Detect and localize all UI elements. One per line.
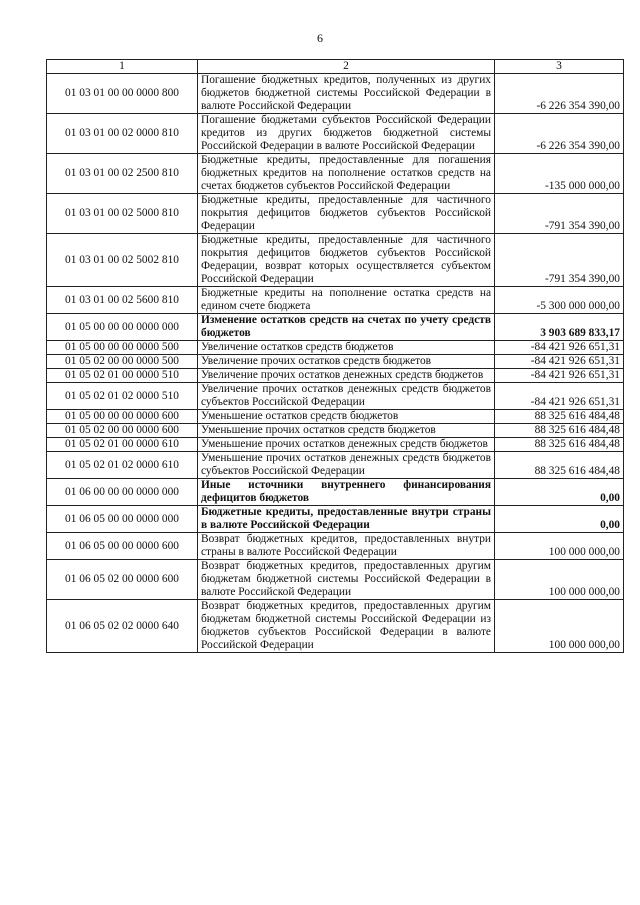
row-description: Увеличение прочих остатков средств бюджетов xyxy=(198,355,495,369)
row-amount: -791 354 390,00 xyxy=(495,234,624,287)
column-header-amount: 3 xyxy=(495,60,624,74)
table-row xyxy=(47,74,624,114)
row-description: Изменение остатков средств на счетах по учету средств бюджетов xyxy=(198,314,495,341)
row-code: 01 05 02 01 02 0000 610 xyxy=(47,452,198,479)
row-code: 01 06 05 02 00 0000 600 xyxy=(47,560,198,600)
table-body xyxy=(47,74,624,653)
row-code: 01 03 01 00 02 2500 810 xyxy=(47,154,198,194)
row-description: Бюджетные кредиты, предоставленные внутри страны в валюте Российской Федерации xyxy=(198,506,495,533)
row-code: 01 03 01 00 02 5002 810 xyxy=(47,234,198,287)
table-row xyxy=(47,438,624,452)
row-description: Возврат бюджетных кредитов, предоставленных другим бюджетам бюджетной системы Российской Федерации из бюджетов субъектов Российской Федерации в валюте Российской Федерации xyxy=(198,600,495,653)
row-code: 01 06 05 02 02 0000 640 xyxy=(47,600,198,653)
row-amount: -84 421 926 651,31 xyxy=(495,369,624,383)
row-description: Уменьшение прочих остатков денежных средств бюджетов xyxy=(198,438,495,452)
row-description: Уменьшение прочих остатков денежных средств бюджетов субъектов Российской Федерации xyxy=(198,452,495,479)
row-description: Возврат бюджетных кредитов, предоставленных внутри страны в валюте Российской Федерации xyxy=(198,533,495,560)
row-amount: 0,00 xyxy=(495,479,624,506)
row-amount: -6 226 354 390,00 xyxy=(495,114,624,154)
table-row xyxy=(47,410,624,424)
table-row xyxy=(47,424,624,438)
row-code: 01 05 00 00 00 0000 000 xyxy=(47,314,198,341)
table-row xyxy=(47,287,624,314)
table-row xyxy=(47,533,624,560)
row-amount: 0,00 xyxy=(495,506,624,533)
table-row xyxy=(47,314,624,341)
table-row xyxy=(47,600,624,653)
row-code: 01 03 01 00 00 0000 800 xyxy=(47,74,198,114)
table-row xyxy=(47,479,624,506)
table-row xyxy=(47,341,624,355)
row-amount: -5 300 000 000,00 xyxy=(495,287,624,314)
row-code: 01 05 02 01 00 0000 610 xyxy=(47,438,198,452)
table-row xyxy=(47,194,624,234)
row-description: Увеличение прочих остатков денежных средств бюджетов субъектов Российской Федерации xyxy=(198,383,495,410)
row-description: Иные источники внутреннего финансирования дефицитов бюджетов xyxy=(198,479,495,506)
row-description: Уменьшение остатков средств бюджетов xyxy=(198,410,495,424)
row-description: Возврат бюджетных кредитов, предоставленных другим бюджетам бюджетной системы Российской Федерации в валюте Российской Федерации xyxy=(198,560,495,600)
row-amount: -791 354 390,00 xyxy=(495,194,624,234)
row-amount: -6 226 354 390,00 xyxy=(495,74,624,114)
row-description: Погашение бюджетных кредитов, полученных из других бюджетов бюджетной системы Российской Федерации в валюте Российской Федерации xyxy=(198,74,495,114)
row-amount: 88 325 616 484,48 xyxy=(495,410,624,424)
row-code: 01 06 05 00 00 0000 000 xyxy=(47,506,198,533)
row-amount: -84 421 926 651,31 xyxy=(495,341,624,355)
row-code: 01 03 01 00 02 0000 810 xyxy=(47,114,198,154)
row-amount: 88 325 616 484,48 xyxy=(495,424,624,438)
row-code: 01 05 02 00 00 0000 500 xyxy=(47,355,198,369)
row-description: Уменьшение прочих остатков средств бюджетов xyxy=(198,424,495,438)
table-row xyxy=(47,355,624,369)
row-amount: 100 000 000,00 xyxy=(495,533,624,560)
row-description: Бюджетные кредиты, предоставленные для частичного покрытия дефицитов бюджетов субъектов Российской Федерации, возврат которых осуществляется субъектом Российской Федерации xyxy=(198,234,495,287)
row-code: 01 05 02 01 00 0000 510 xyxy=(47,369,198,383)
row-amount: -84 421 926 651,31 xyxy=(495,355,624,369)
row-description: Бюджетные кредиты, предоставленные для погашения бюджетных кредитов на пополнение остатков средств на счетах бюджетов субъектов Российской Федерации xyxy=(198,154,495,194)
row-description: Погашение бюджетами субъектов Российской Федерации кредитов из других бюджетов бюджетной системы Российской Федерации в валюте Российской Федерации xyxy=(198,114,495,154)
row-description: Увеличение прочих остатков денежных средств бюджетов xyxy=(198,369,495,383)
row-code: 01 05 00 00 00 0000 500 xyxy=(47,341,198,355)
page-number: 6 xyxy=(317,31,323,45)
row-code: 01 05 00 00 00 0000 600 xyxy=(47,410,198,424)
row-code: 01 05 02 00 00 0000 600 xyxy=(47,424,198,438)
table-row xyxy=(47,369,624,383)
table-row xyxy=(47,452,624,479)
row-code: 01 06 05 00 00 0000 600 xyxy=(47,533,198,560)
row-amount: 88 325 616 484,48 xyxy=(495,452,624,479)
column-header-description: 2 xyxy=(198,60,495,74)
row-code: 01 06 00 00 00 0000 000 xyxy=(47,479,198,506)
table-row xyxy=(47,154,624,194)
row-amount: 3 903 689 833,17 xyxy=(495,314,624,341)
row-code: 01 03 01 00 02 5600 810 xyxy=(47,287,198,314)
row-code: 01 03 01 00 02 5000 810 xyxy=(47,194,198,234)
row-code: 01 05 02 01 02 0000 510 xyxy=(47,383,198,410)
table-header-row xyxy=(47,60,624,74)
row-description: Бюджетные кредиты, предоставленные для частичного покрытия дефицитов бюджетов субъектов Российской Федерации xyxy=(198,194,495,234)
budget-sources-table xyxy=(46,59,624,653)
row-amount: -135 000 000,00 xyxy=(495,154,624,194)
row-amount: 88 325 616 484,48 xyxy=(495,438,624,452)
row-description: Увеличение остатков средств бюджетов xyxy=(198,341,495,355)
table-row xyxy=(47,114,624,154)
table-row xyxy=(47,560,624,600)
table-row xyxy=(47,383,624,410)
row-amount: 100 000 000,00 xyxy=(495,600,624,653)
table-row xyxy=(47,234,624,287)
table-row xyxy=(47,506,624,533)
row-amount: 100 000 000,00 xyxy=(495,560,624,600)
column-header-code: 1 xyxy=(47,60,198,74)
row-amount: -84 421 926 651,31 xyxy=(495,383,624,410)
row-description: Бюджетные кредиты на пополнение остатка средств на едином счете бюджета xyxy=(198,287,495,314)
